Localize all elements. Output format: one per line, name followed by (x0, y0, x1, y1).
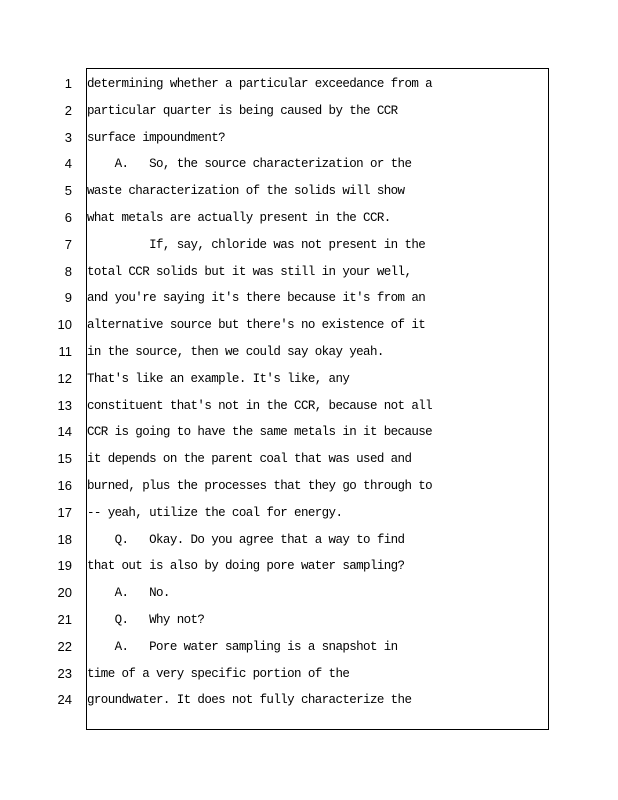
line-number: 13 (57, 398, 72, 413)
line-number: 24 (57, 692, 72, 707)
transcript-line: burned, plus the processes that they go through to (87, 479, 433, 493)
line-number: 19 (57, 558, 72, 573)
line-number: 11 (58, 344, 72, 359)
line-number: 17 (57, 505, 72, 520)
line-number: 9 (64, 290, 72, 305)
line-number: 1 (64, 76, 72, 91)
line-number: 14 (57, 424, 72, 439)
line-number: 18 (57, 532, 72, 547)
transcript-line: constituent that's not in the CCR, because not all (87, 399, 433, 413)
transcript-line: Q. Okay. Do you agree that a way to find (87, 533, 405, 547)
transcript-line: total CCR solids but it was still in your well, (87, 265, 412, 279)
transcript-line: determining whether a particular exceedance from a (87, 77, 433, 91)
transcript-line: it depends on the parent coal that was used and (87, 452, 412, 466)
transcript-line: that out is also by doing pore water sampling? (87, 559, 405, 573)
line-number: 2 (64, 103, 72, 118)
transcript-line: time of a very specific portion of the (87, 667, 350, 681)
transcript-line: groundwater. It does not fully characterize the (87, 693, 412, 707)
transcript-line: -- yeah, utilize the coal for energy. (87, 506, 343, 520)
line-number: 12 (57, 371, 72, 386)
line-number: 20 (57, 585, 72, 600)
transcript-line: in the source, then we could say okay yeah. (87, 345, 384, 359)
line-number: 10 (57, 317, 72, 332)
transcript-line: A. Pore water sampling is a snapshot in (87, 640, 398, 654)
transcript-line: waste characterization of the solids will show (87, 184, 405, 198)
transcript-line: If, say, chloride was not present in the (87, 238, 426, 252)
transcript-line: particular quarter is being caused by the CCR (87, 104, 398, 118)
transcript-line: A. No. (87, 586, 170, 600)
line-number: 4 (64, 156, 72, 171)
line-number: 22 (57, 639, 72, 654)
transcript-line: A. So, the source characterization or the (87, 157, 412, 171)
line-number: 23 (57, 666, 72, 681)
transcript-line: CCR is going to have the same metals in it because (87, 425, 433, 439)
line-number: 8 (64, 264, 72, 279)
transcript-line: and you're saying it's there because it's from an (87, 291, 426, 305)
transcript-line: what metals are actually present in the CCR. (87, 211, 391, 225)
transcript-line: Q. Why not? (87, 613, 205, 627)
transcript-line: That's like an example. It's like, any (87, 372, 350, 386)
line-number: 15 (57, 451, 72, 466)
line-number: 21 (57, 612, 72, 627)
line-number: 3 (64, 130, 72, 145)
line-number: 5 (64, 183, 72, 198)
line-number: 7 (64, 237, 72, 252)
line-number: 6 (64, 210, 72, 225)
line-number: 16 (57, 478, 72, 493)
transcript-line: surface impoundment? (87, 131, 226, 145)
transcript-line: alternative source but there's no existence of it (87, 318, 426, 332)
